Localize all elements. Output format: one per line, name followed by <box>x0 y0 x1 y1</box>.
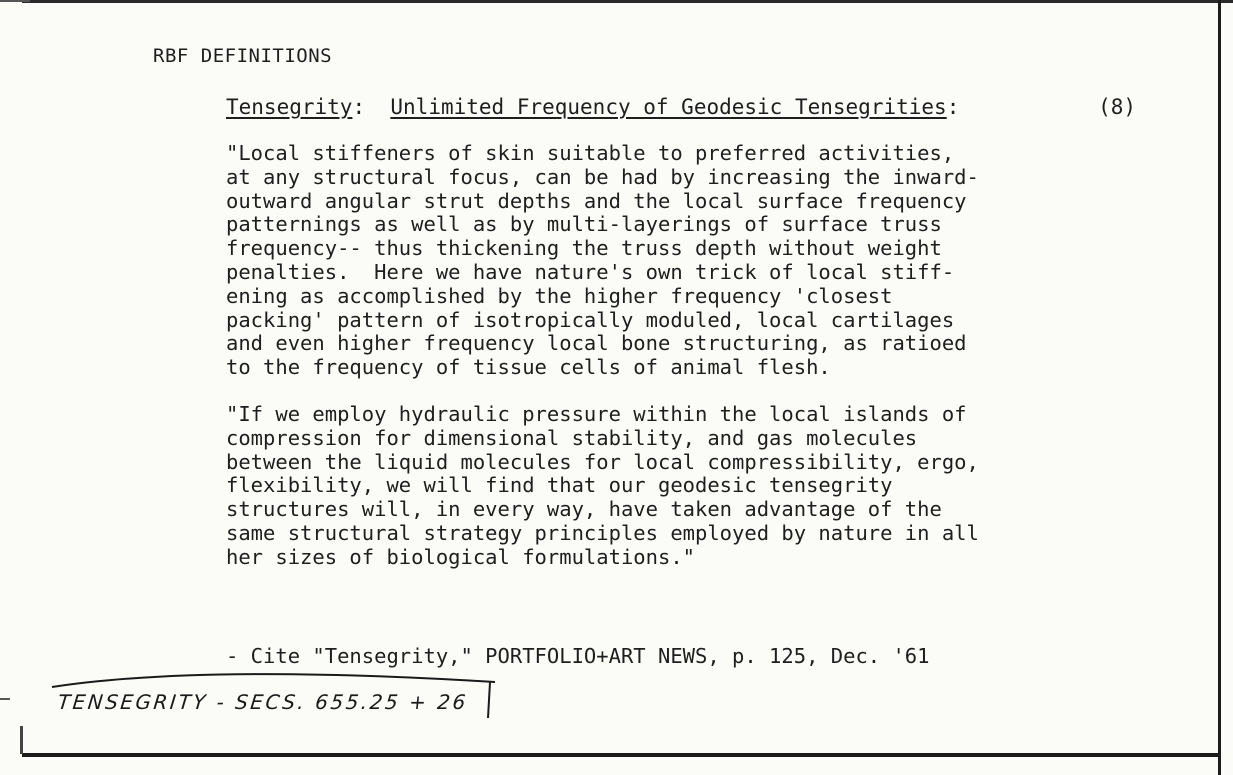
handwritten-overline <box>52 674 495 687</box>
card-bottom-border <box>22 753 1221 757</box>
entry-term: Tensegrity <box>226 95 353 119</box>
entry-title-row <box>226 95 1136 119</box>
quote-paragraph-2: "If we employ hydraulic pressure within the local islands of compression for dimensional stability, and gas molecules between the liquid molecules for local compressibility, ergo, flexibility, we will find that our geodesic tensegrity structures will, in every way, have taken advantage of the same structural strategy principles employed by nature in all her sizes of biological formulations." <box>226 402 979 569</box>
page-heading: RBF DEFINITIONS <box>153 45 333 67</box>
card-top-border <box>22 0 1233 3</box>
card-left-mark <box>20 726 23 754</box>
handwritten-annotation: TENSEGRITY - SECS. 655.25 + 26 <box>56 690 470 714</box>
entry-separator: : <box>352 95 366 119</box>
entry-number: (8) <box>1098 95 1136 119</box>
entry-subtitle-suffix: : <box>946 95 960 119</box>
card-right-border <box>1218 0 1221 775</box>
quote-paragraph-1: "Local stiffeners of skin suitable to preferred activities, at any structural focus, can be had by increasing the inward- outward angular strut depths and the local surface frequency patternings as well as by multi-layerings of surface truss frequency-- thus thickening the truss depth without weight penalties. Here we have nature's own trick of local stiff- ening as accomplished by the higher frequency 'closest packing' pattern of isotropically moduled, local cartilages and even higher frequency local bone structuring, as ratioed to the frequency of tissue cells of animal flesh. <box>226 141 979 380</box>
entry-subtitle: Unlimited Frequency of Geodesic Tensegrities <box>390 95 947 119</box>
card-corner-mark <box>0 0 30 2</box>
handwritten-bracket <box>488 682 490 718</box>
citation: - Cite "Tensegrity," PORTFOLIO+ART NEWS, p. 125, Dec. '61 <box>226 644 930 668</box>
